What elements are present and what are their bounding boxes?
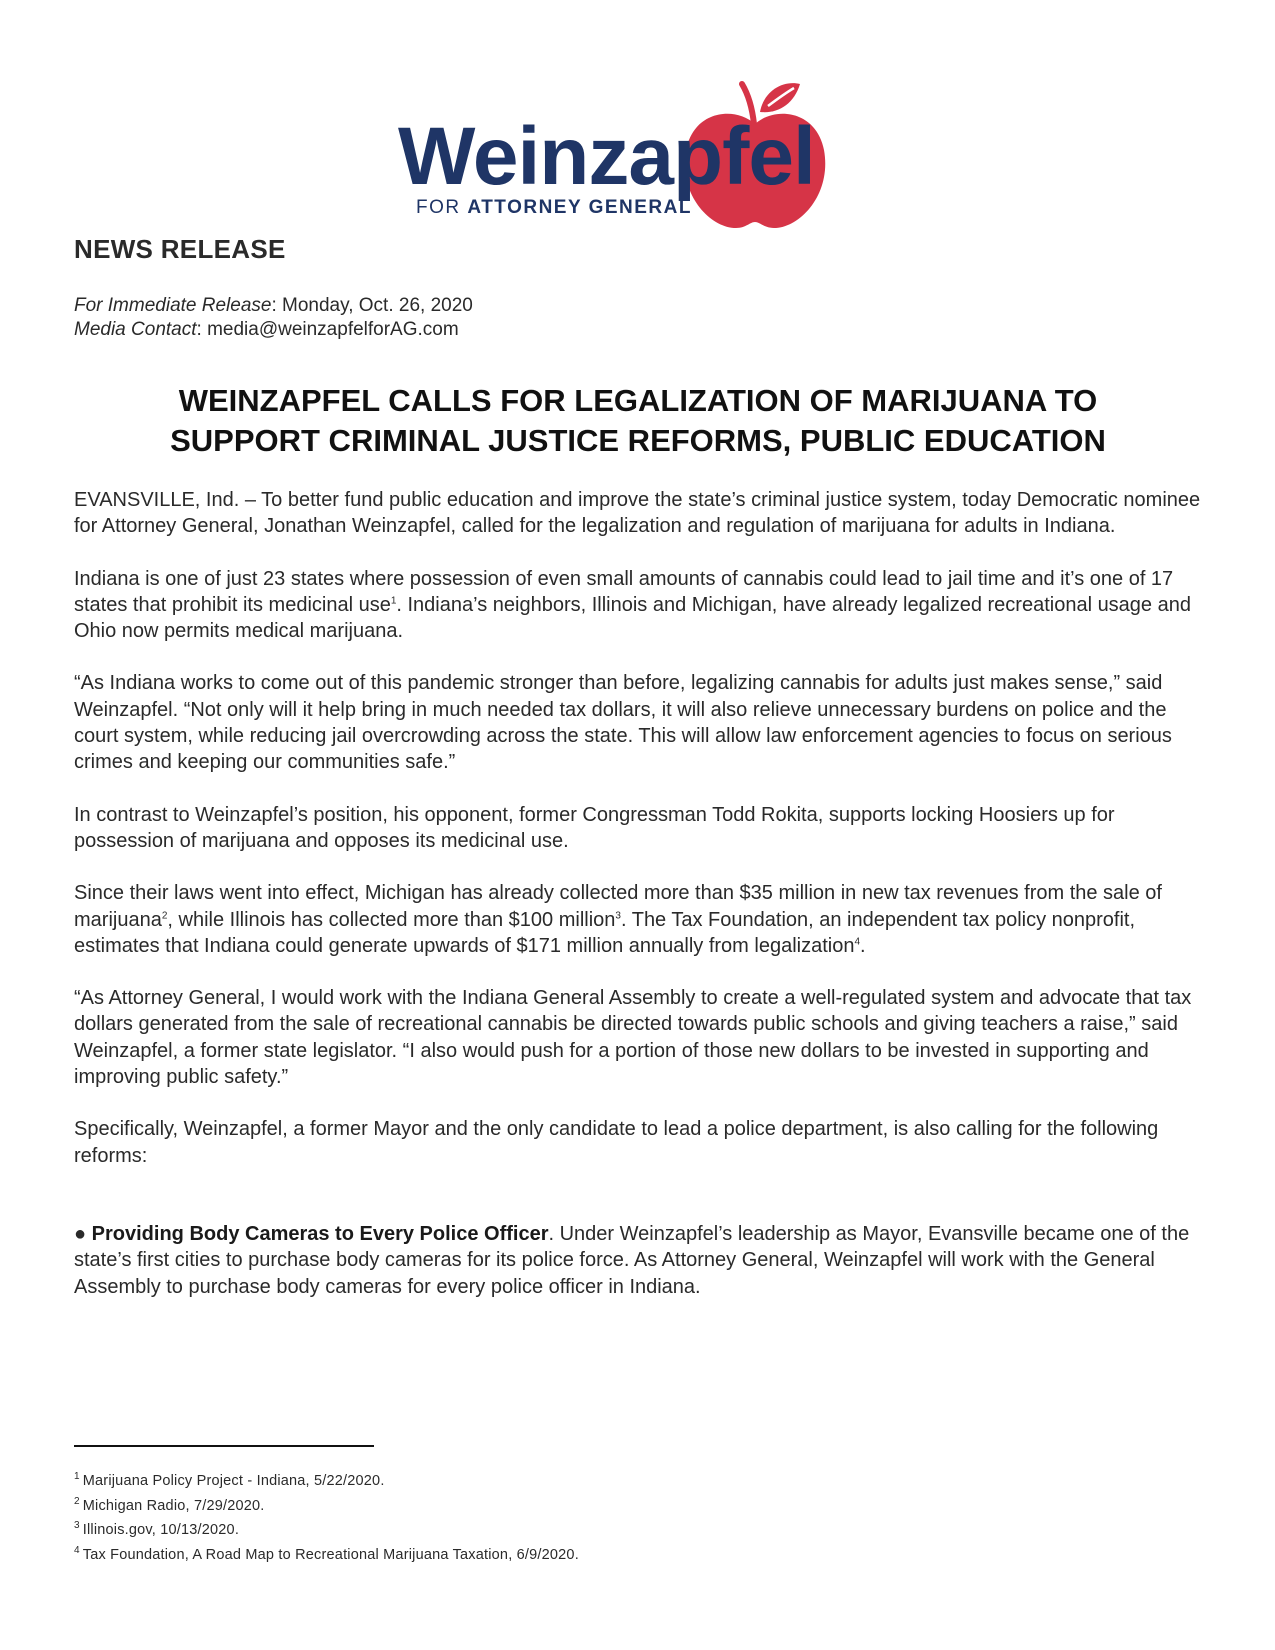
footnote-number: 2 [74, 1495, 80, 1507]
footnote-ref-4: 4 [854, 936, 861, 948]
footnote-number: 1 [74, 1471, 80, 1483]
paragraph-6: “As Attorney General, I would work with the Indiana General Assembly to create a well-regulated system and advocate that tax dollars generated from the sale of recreational cannabis be directed towards public schools and giving teachers a raise,” said Weinzapfel, a former state legislator. “I also would push for a portion of those new dollars to be invested in supporting and improving public safety.” [74, 987, 1192, 1089]
footnote-number: 4 [74, 1544, 80, 1556]
footnote-ref-1: 1 [390, 595, 397, 607]
footnote-text: Marijuana Policy Project - Indiana, 5/22/2020. [82, 1473, 385, 1489]
contact-label: Media Contact [74, 319, 197, 340]
footnote-text: Tax Foundation, A Road Map to Recreational Marijuana Taxation, 6/9/2020. [82, 1546, 579, 1563]
bullet-item [74, 1221, 1204, 1300]
release-meta [74, 294, 473, 342]
release-date-line [74, 294, 473, 318]
bullet-text: . Under Weinzapfel’s leadership as Mayor, Evansville became one of the state’s first cities to purchase body cameras for its police force. As Attorney General, Weinzapfel will work with the General Assembly to purchase body cameras for every police officer in Indiana. [74, 1222, 1190, 1298]
campaign-logo [398, 72, 878, 240]
paragraph-7: Specifically, Weinzapfel, a former Mayor and the only candidate to lead a police department, is also calling for the following reforms: [74, 1118, 1159, 1167]
news-release-label: NEWS RELEASE [74, 234, 286, 264]
paragraph-5-text-d: . [860, 934, 866, 957]
footnote-item [74, 1494, 579, 1519]
headline [74, 381, 1202, 461]
logo-tagline-prefix: FOR [416, 197, 461, 218]
paragraph-2 [74, 566, 1204, 645]
contact-email: : media@weinzapfelforAG.com [196, 319, 459, 340]
release-label: For Immediate Release [74, 295, 272, 316]
paragraph-5-text-a: Since their laws went into effect, Michigan has already collected more than $35 million in new tax revenues from the sale of marijuana [74, 882, 1162, 931]
logo-tagline [416, 198, 692, 217]
logo-wordmark: Weinzapfel [398, 111, 815, 202]
paragraph-5-text-c: . The Tax Foundation, an independent tax policy nonprofit, estimates that Indiana could generate upwards of $171 million annually from legalization [74, 908, 1136, 957]
footnote-item [74, 1469, 579, 1494]
footnote-item [74, 1543, 579, 1568]
footnote-ref-2: 2 [161, 909, 168, 921]
headline-line-1: WEINZAPFEL CALLS FOR LEGALIZATION OF MARIJUANA TO [178, 383, 1098, 418]
bullet-title: Providing Body Cameras to Every Police Officer [91, 1222, 549, 1245]
release-date: : Monday, Oct. 26, 2020 [271, 295, 473, 316]
paragraph-2-text-a: Indiana is one of just 23 states where possession of even small amounts of cannabis could lead to jail time and it’s one of 17 states that prohibit its medicinal use [74, 567, 1174, 616]
footnote-text: Michigan Radio, 7/29/2020. [82, 1497, 265, 1514]
paragraph-2-text-b: . Indiana’s neighbors, Illinois and Michigan, have already legalized recreational usage and Ohio now permits medical marijuana. [74, 593, 1191, 643]
footnotes [74, 1469, 579, 1567]
paragraph-5 [74, 880, 1204, 959]
paragraph-4: In contrast to Weinzapfel’s position, his opponent, former Congressman Todd Rokita, supports locking Hoosiers up for possession of marijuana and opposes its medicinal use. [74, 803, 1115, 852]
logo-tagline-main: ATTORNEY GENERAL [467, 197, 692, 218]
media-contact-line [74, 318, 473, 342]
headline-line-2: SUPPORT CRIMINAL JUSTICE REFORMS, PUBLIC EDUCATION [170, 423, 1106, 458]
footnote-text: Illinois.gov, 10/13/2020. [82, 1522, 240, 1538]
footnote-number: 3 [74, 1520, 80, 1532]
footnote-item [74, 1518, 579, 1543]
article-body [74, 487, 1204, 1326]
paragraph-5-text-b: , while Illinois has collected more than $100 million [167, 908, 616, 931]
footnote-ref-3: 3 [615, 909, 621, 921]
footnote-divider [74, 1445, 374, 1447]
paragraph-3: “As Indiana works to come out of this pandemic stronger than before, legalizing cannabis for adults just makes sense,” said Weinzapfel. “Not only will it help bring in much needed tax dollars, it will also relieve unnecessary burdens on police and the court system, while reducing jail overcrowding across the state. This will allow law enforcement agencies to focus on serious crimes and keeping our communities safe.” [74, 672, 1172, 774]
bullet-marker: ● [74, 1222, 87, 1245]
paragraph-1: EVANSVILLE, Ind. – To better fund public education and improve the state’s criminal justice system, today Democratic nominee for Attorney General, Jonathan Weinzapfel, called for the legalization and regulation of marijuana for adults in Indiana. [74, 489, 1201, 538]
